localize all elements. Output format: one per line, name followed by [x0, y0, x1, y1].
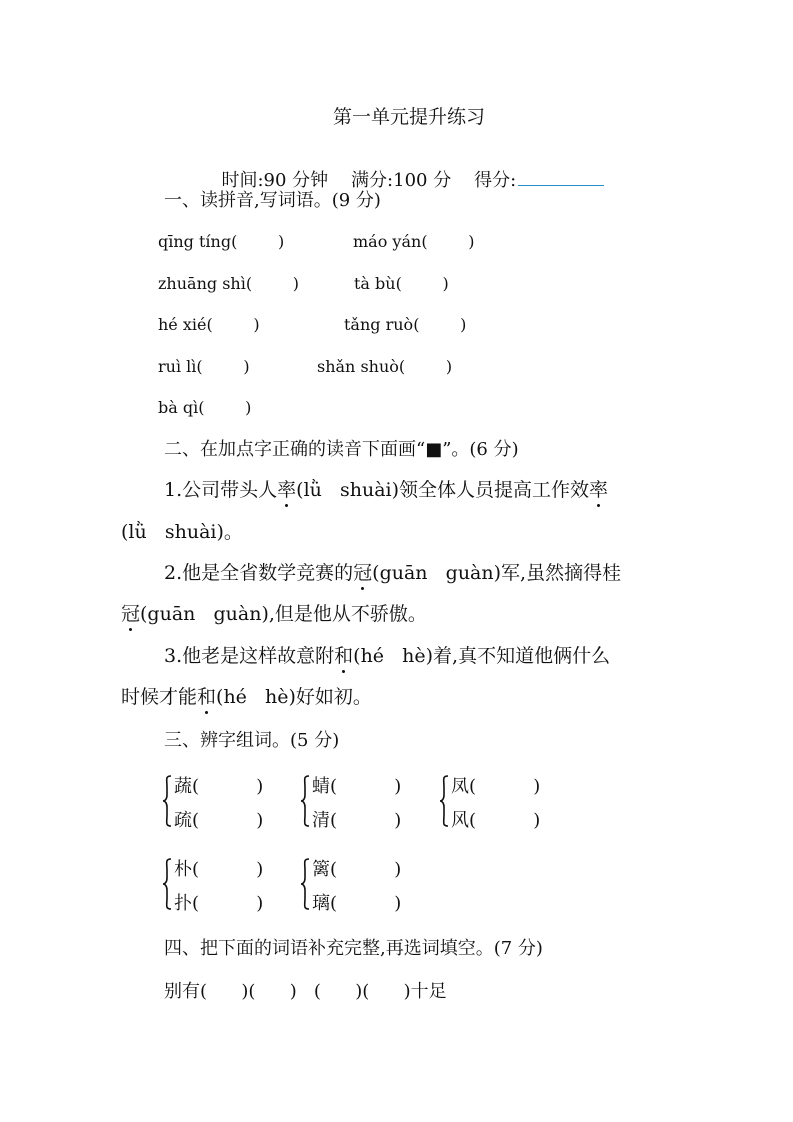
char-item[interactable]: 蜻( ) [312, 776, 402, 797]
pinyin-item[interactable]: ruì lì( ) [158, 357, 250, 376]
question-2-2-line-2: 冠(guān guàn),但是他从不骄傲。 [121, 603, 427, 625]
brace-icon [300, 858, 310, 910]
char-item[interactable]: 疏( ) [174, 810, 264, 831]
brace-icon [162, 858, 172, 910]
pinyin-item[interactable]: tà bù( ) [354, 274, 449, 293]
full-score: 满分:100 分 [351, 170, 452, 191]
time-limit: 时间:90 分钟 [221, 170, 329, 191]
dotted-char: 率 [277, 479, 297, 501]
char-item[interactable]: 蔬( ) [174, 776, 264, 797]
question-2-2-line-1: 2.他是全省数学竞赛的冠(guān guàn)军,虽然摘得桂 [164, 562, 622, 584]
char-item[interactable]: 篱( ) [312, 859, 402, 880]
section-1-heading: 一、读拼音,写词语。(9 分) [164, 190, 381, 211]
pinyin-item[interactable]: hé xié( ) [158, 315, 260, 334]
section-3-heading: 三、辨字组词。(5 分) [164, 730, 340, 751]
pinyin-item[interactable]: tǎng ruò( ) [344, 315, 467, 334]
char-item[interactable]: 扑( ) [174, 893, 264, 914]
exam-info [210, 150, 604, 190]
dotted-char: 和 [197, 686, 217, 708]
brace-icon [162, 775, 172, 827]
char-item[interactable]: 朴( ) [174, 859, 264, 880]
pinyin-item[interactable]: shǎn shuò( ) [317, 357, 453, 376]
char-item[interactable]: 璃( ) [312, 893, 402, 914]
score-blank[interactable] [518, 168, 604, 186]
dotted-char: 和 [334, 645, 354, 667]
pinyin-item[interactable]: bà qì( ) [158, 398, 252, 417]
idiom-fill-line[interactable]: 别有( )( ) ( )( )十足 [164, 981, 447, 1002]
brace-icon [300, 775, 310, 827]
question-2-1-line-1: 1.公司带头人率(lǜ shuài)领全体人员提高工作效率 [164, 479, 609, 501]
question-2-1-line-2[interactable]: (lǜ shuài)。 [121, 521, 243, 543]
section-2-heading: 二、在加点字正确的读音下面画“■”。(6 分) [164, 439, 519, 460]
dotted-char: 冠 [353, 562, 373, 584]
section-4-heading: 四、把下面的词语补充完整,再选词填空。(7 分) [164, 938, 543, 959]
pinyin-item[interactable]: qīng tíng( ) [158, 232, 285, 251]
pinyin-item[interactable]: zhuāng shì( ) [158, 274, 300, 293]
score-label: 得分: [474, 170, 517, 191]
char-item[interactable]: 风( ) [451, 810, 541, 831]
dotted-char: 冠 [121, 603, 141, 625]
pinyin-item[interactable]: máo yán( ) [353, 232, 475, 251]
char-item[interactable]: 凤( ) [451, 776, 541, 797]
page-title: 第一单元提升练习 [333, 106, 486, 128]
question-2-3-line-2: 时候才能和(hé hè)好如初。 [121, 686, 372, 708]
question-2-3-line-1: 3.他老是这样故意附和(hé hè)着,真不知道他俩什么 [164, 645, 611, 667]
brace-icon [439, 775, 449, 827]
char-item[interactable]: 清( ) [312, 810, 402, 831]
dotted-char: 率 [589, 479, 609, 501]
